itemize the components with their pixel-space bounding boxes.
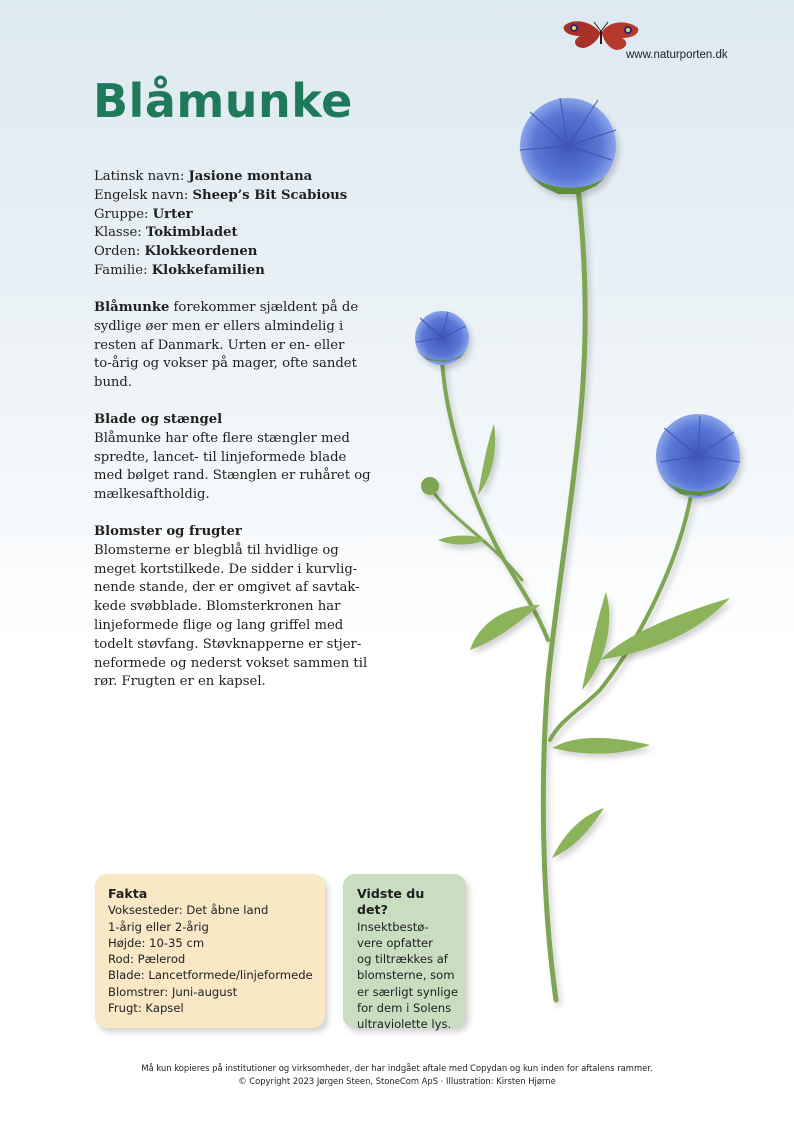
footer-license: Må kun kopieres på institutioner og virksomheder, der har indgået aftale med Copydan og kun inden for aftalens rammer. — [141, 1063, 653, 1073]
did-you-know-line: og tiltrækkes af — [357, 952, 448, 967]
taxonomy-family: Familie: Klokkefamilien — [94, 262, 265, 278]
did-you-know-heading: Vidste du det? — [357, 886, 425, 918]
footer — [0, 1062, 794, 1088]
leaves-heading: Blade og stængel — [94, 412, 223, 427]
fakta-line: Blomstrer: Juni-august — [108, 984, 238, 999]
fakta-heading: Fakta — [108, 886, 148, 901]
footer-copyright: © Copyright 2023 Jørgen Steen, StoneCom ApS · Illustration: Kirsten Hjørne — [238, 1076, 556, 1086]
fakta-line: 1-årig eller 2-årig — [108, 919, 209, 934]
fakta-line: Frugt: Kapsel — [108, 1001, 184, 1016]
intro-paragraph: Blåmunke forekommer sjældent på de sydlige øer men er ellers almindelig i resten af Danmark. Urten er en- eller to-årig og vokser på mager, ofte sandet bund. — [94, 300, 359, 391]
did-you-know-line: for dem i Solens — [357, 1001, 452, 1016]
fakta-line: Rod: Pælerod — [108, 952, 186, 967]
taxonomy-order: Orden: Klokkeordenen — [94, 244, 258, 260]
page-title: Blåmunke — [93, 74, 353, 128]
fakta-line: Voksesteder: Det åbne land — [108, 903, 269, 918]
did-you-know-line: er særligt synlige — [357, 984, 458, 999]
flowers-heading: Blomster og frugter — [94, 524, 242, 539]
fakta-line: Blade: Lancetformede/linjeformede — [108, 968, 313, 983]
site-url[interactable]: www.naturporten.dk — [626, 49, 728, 61]
did-you-know-line: blomsterne, som — [357, 968, 455, 983]
taxonomy-english: Engelsk navn: Sheep’s Bit Scabious — [94, 187, 348, 203]
taxonomy-group: Gruppe: Urter — [94, 206, 193, 222]
taxonomy-latin: Latinsk navn: Jasione montana — [94, 169, 313, 184]
did-you-know-box — [343, 874, 466, 1032]
fakta-line: Højde: 10-35 cm — [108, 935, 205, 950]
did-you-know-line: Insektbestø- — [357, 919, 429, 934]
did-you-know-line: vere opfatter — [357, 935, 433, 950]
did-you-know-line: ultraviolette lys. — [357, 1017, 452, 1032]
fakta-box — [95, 874, 325, 1028]
flowers-section: Blomster og frugter Blomsterne er blegblå til hvidlige og meget kortstilkede. De sidder i kurvlig- nende stande, der er omgivet af savtak- kede svøbblade. Blomsterkronen har linjeformede flige og lang griffel med todelt støvfang. Støvknapperne er stjer- neformede og nederst vokset sammen til rør. Frugten er en kapsel. — [94, 524, 368, 690]
leaves-section: Blade og stængel Blåmunke har ofte flere stængler med spredte, lancet- til linjeformede blade med bølget rand. Stænglen er ruhåret og mælkesaftholdig. — [94, 412, 371, 503]
taxonomy-class: Klasse: Tokimbladet — [94, 225, 238, 241]
